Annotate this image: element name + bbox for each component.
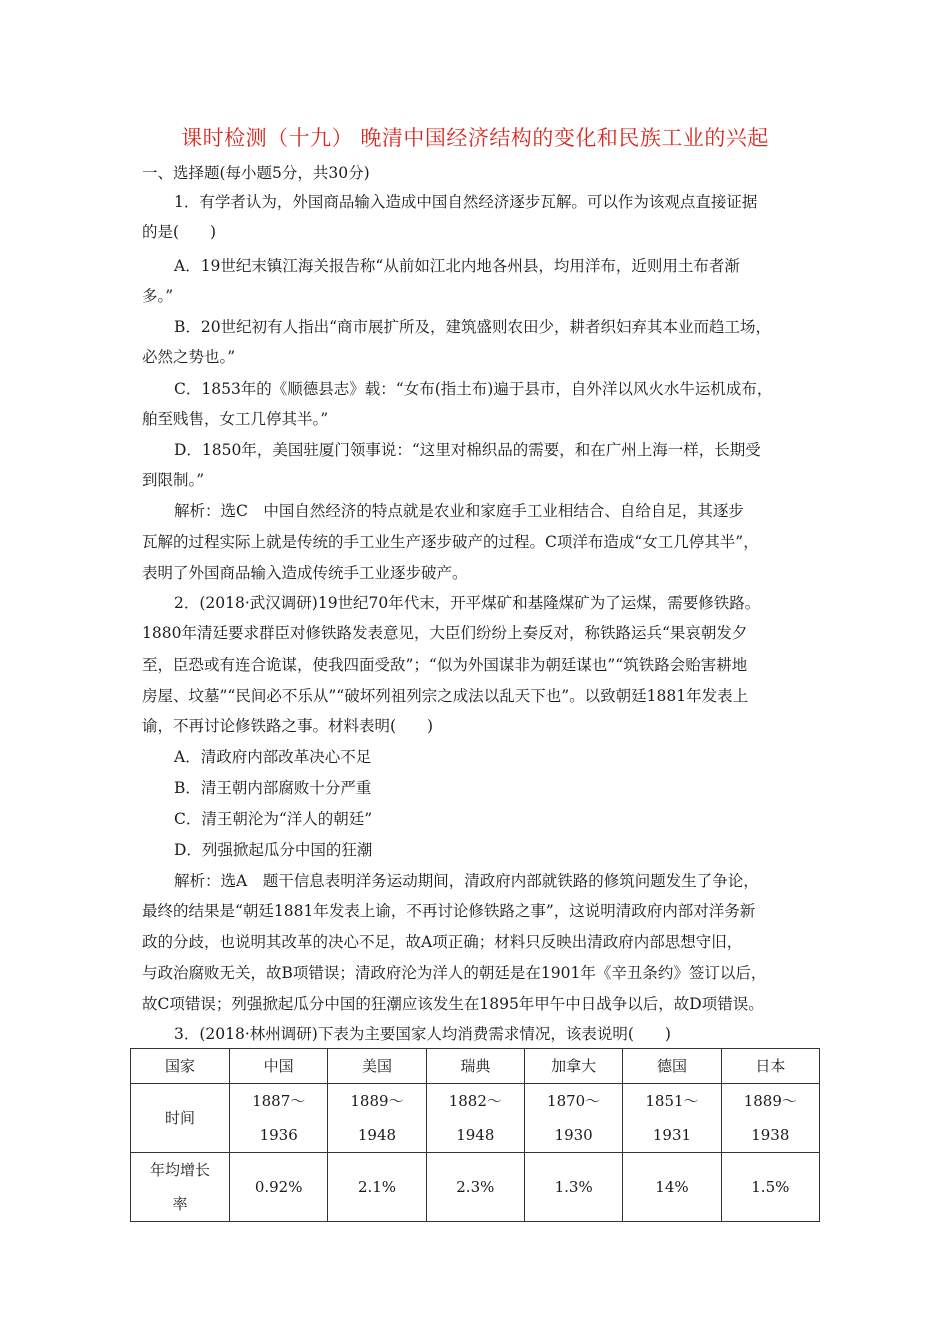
table-cell: 1887～ 1936 [230,1084,328,1153]
page-title: 课时检测（十九） 晚清中国经济结构的变化和民族工业的兴起 [181,126,769,150]
q1-option-d: D．1850年，美国驻厦门领事说：“这里对棉织品的需要，和在广州上海一样，长期受 [174,441,761,459]
q1-option-b-cont: 必然之势也。” [142,348,236,366]
q2-option-b: B．清王朝内部腐败十分严重 [174,779,372,797]
q2-stem: 2．(2018·武汉调研)19世纪70年代末，开平煤矿和基隆煤矿为了运煤，需要修铁路。 [174,594,761,612]
table-cell: 1889～ 1948 [328,1084,426,1153]
q2-analysis-cont-2: 政的分歧，也说明其改革的决心不足，故A项正确；材料只反映出清政府内部思想守旧， [142,933,743,951]
q1-analysis: 解析：选C 中国自然经济的特点就是农业和家庭手工业相结合、自给自足，其逐步 [174,502,744,520]
q2-analysis-cont-4: 故C项错误；列强掀起瓜分中国的狂潮应该发生在1895年甲午中日战争以后，故D项错误。 [142,995,764,1013]
table-row [131,1084,820,1153]
q2-analysis-cont-3: 与政治腐败无关，故B项错误；清政府沦为洋人的朝廷是在1901年《辛丑条约》签订以后， [142,964,767,982]
table-cell: 1889～ 1938 [721,1084,819,1153]
q1-option-b: B．20世纪初有人指出“商市展扩所及，建筑盛则农田少，耕者织妇弃其本业而趋工场， [174,318,772,336]
table-header-cell: 国家 [131,1049,230,1084]
q1-option-c: C．1853年的《顺德县志》载：“女布(指土布)遍于县市，自外洋以风火水牛运机成布， [174,380,773,398]
table-header-cell: 瑞典 [426,1049,524,1084]
table-header-cell: 中国 [230,1049,328,1084]
q1-option-a-cont: 多。” [142,287,174,305]
table-cell: 2.1% [328,1153,426,1222]
q2-option-c: C．清王朝沦为“洋人的朝廷” [174,810,373,828]
table-cell: 1870～ 1930 [524,1084,622,1153]
table-header-cell: 加拿大 [524,1049,622,1084]
table-cell: 1882～ 1948 [426,1084,524,1153]
table-cell: 2.3% [426,1153,524,1222]
q1-analysis-cont-2: 表明了外国商品输入造成传统手工业逐步破产。 [142,564,468,582]
section-heading: 一、选择题(每小题5分，共30分) [142,164,370,182]
table-cell: 1851～ 1931 [623,1084,721,1153]
table-cell: 14% [623,1153,721,1222]
table-row [131,1153,820,1222]
q1-analysis-cont-1: 瓦解的过程实际上就是传统的手工业生产逐步破产的过程。C项洋布造成“女工几停其半”， [142,533,759,551]
q2-option-a: A．清政府内部改革决心不足 [174,748,372,766]
q1-option-d-cont: 到限制。” [142,471,205,489]
table-cell: 1.5% [721,1153,819,1222]
q2-analysis: 解析：选A 题干信息表明洋务运动期间，清政府内部就铁路的修筑问题发生了争论， [174,872,759,890]
table-header-cell: 日本 [721,1049,819,1084]
q1-option-a: A．19世纪末镇江海关报告称“从前如江北内地各州县，均用洋布，近则用土布者渐 [174,257,740,275]
q2-stem-cont-3: 房屋、坟墓”“民间必不乐从”“破坏列祖列宗之成法以乱天下也”。以致朝廷1881年发表上 [142,687,749,705]
table-cell: 0.92% [230,1153,328,1222]
q2-analysis-cont-1: 最终的结果是“朝廷1881年发表上谕，不再讨论修铁路之事”，这说明清政府内部对洋务新 [142,902,756,920]
q2-stem-cont-2: 至，臣恐或有连合诡谋，使我四面受敌”；“似为外国谋非为朝廷谋也”“筑铁路会贻害耕地 [142,656,748,674]
q2-stem-cont-1: 1880年清廷要求群臣对修铁路发表意见，大臣们纷纷上奏反对，称铁路运兵“果哀朝发夕 [142,624,748,642]
table-cell: 年均增长 率 [131,1153,230,1222]
q3-stem: 3．(2018·林州调研)下表为主要国家人均消费需求情况，该表说明( ) [174,1025,671,1043]
table-header-cell: 德国 [623,1049,721,1084]
table-header-cell: 美国 [328,1049,426,1084]
q1-option-c-cont: 舶至贱售，女工几停其半。” [142,410,329,428]
table-row [131,1049,820,1084]
q2-stem-cont-4: 谕，不再讨论修铁路之事。材料表明( ) [142,717,434,735]
q1-stem: 1．有学者认为，外国商品输入造成中国自然经济逐步瓦解。可以作为该观点直接证据 [174,193,758,211]
consumption-table [130,1048,820,1222]
table-cell: 时间 [131,1084,230,1153]
q2-option-d: D．列强掀起瓜分中国的狂潮 [174,841,373,859]
table-cell: 1.3% [524,1153,622,1222]
q1-stem-cont: 的是( ) [142,223,217,241]
